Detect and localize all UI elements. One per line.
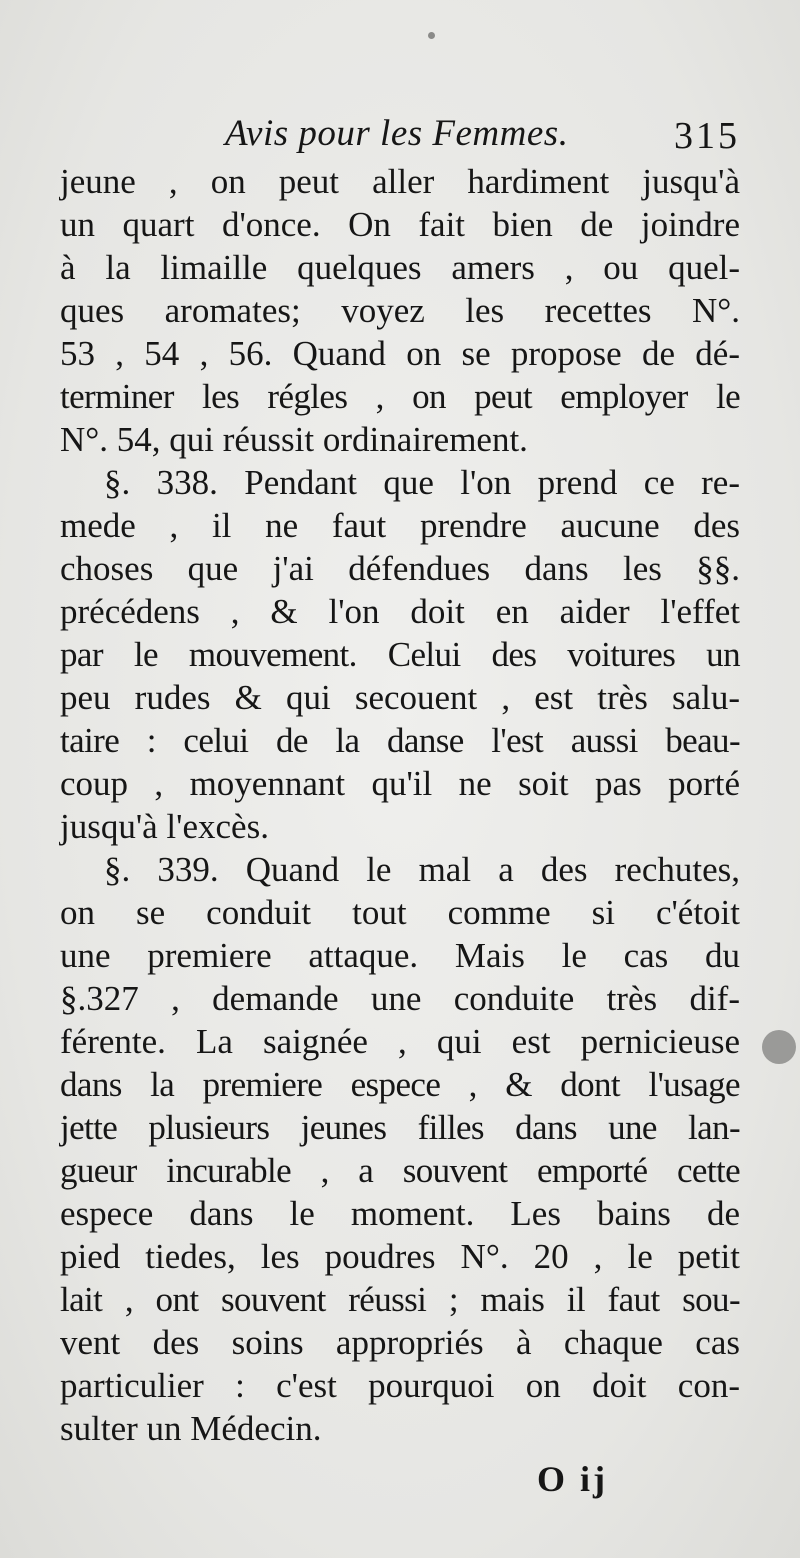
text-line: terminer les régles , on peut employer le: [60, 377, 740, 416]
body-text: [60, 160, 740, 1450]
ink-spot: [762, 1030, 796, 1064]
text-line: pied tiedes, les poudres N°. 20 , le petit: [60, 1237, 740, 1276]
text-line: 53 , 54 , 56. Quand on se propose de dé-: [60, 334, 740, 373]
text-line: jette plusieurs jeunes filles dans une lan-: [60, 1108, 740, 1147]
text-line: un quart d'once. On fait bien de joindre: [60, 205, 740, 244]
text-line: gueur incurable , a souvent emporté cette: [60, 1151, 740, 1190]
text-line: férente. La saignée , qui est pernicieuse: [60, 1022, 740, 1061]
text-line: coup , moyennant qu'il ne soit pas porté: [60, 764, 740, 803]
page-header: [60, 112, 740, 162]
text-line: par le mouvement. Celui des voitures un: [60, 635, 740, 674]
text-line: on se conduit tout comme si c'étoit: [60, 893, 740, 932]
text-line: taire : celui de la danse l'est aussi beau-: [60, 721, 740, 760]
text-line: espece dans le moment. Les bains de: [60, 1194, 740, 1233]
signature-mark: O ij: [537, 1459, 608, 1499]
text-line: N°. 54, qui réussit ordinairement.: [60, 420, 528, 459]
text-line: choses que j'ai défendues dans les §§.: [60, 549, 740, 588]
text-line: §. 339. Quand le mal a des rechutes,: [104, 850, 740, 889]
text-line: peu rudes & qui secouent , est très salu-: [60, 678, 740, 717]
text-line: §.327 , demande une conduite très dif-: [60, 979, 740, 1018]
text-line: lait , ont souvent réussi ; mais il faut sou-: [60, 1280, 740, 1319]
running-title: Avis pour les Femmes.: [225, 113, 569, 154]
text-line: dans la premiere espece , & dont l'usage: [60, 1065, 740, 1104]
page-number: 315: [674, 115, 740, 157]
text-line: précédens , & l'on doit en aider l'effet: [60, 592, 740, 631]
text-line: jeune , on peut aller hardiment jusqu'à: [60, 162, 740, 201]
text-line: une premiere attaque. Mais le cas du: [60, 936, 740, 975]
text-line: à la limaille quelques amers , ou quel-: [60, 248, 740, 287]
text-line: mede , il ne faut prendre aucune des: [60, 506, 740, 545]
text-line: particulier : c'est pourquoi on doit con-: [60, 1366, 740, 1405]
text-line: vent des soins appropriés à chaque cas: [60, 1323, 740, 1362]
ink-spot: [428, 32, 435, 39]
text-line: ques aromates; voyez les recettes N°.: [60, 291, 740, 330]
text-line: jusqu'à l'excès.: [60, 807, 269, 846]
text-line: §. 338. Pendant que l'on prend ce re-: [104, 463, 740, 502]
text-line: sulter un Médecin.: [60, 1409, 322, 1448]
